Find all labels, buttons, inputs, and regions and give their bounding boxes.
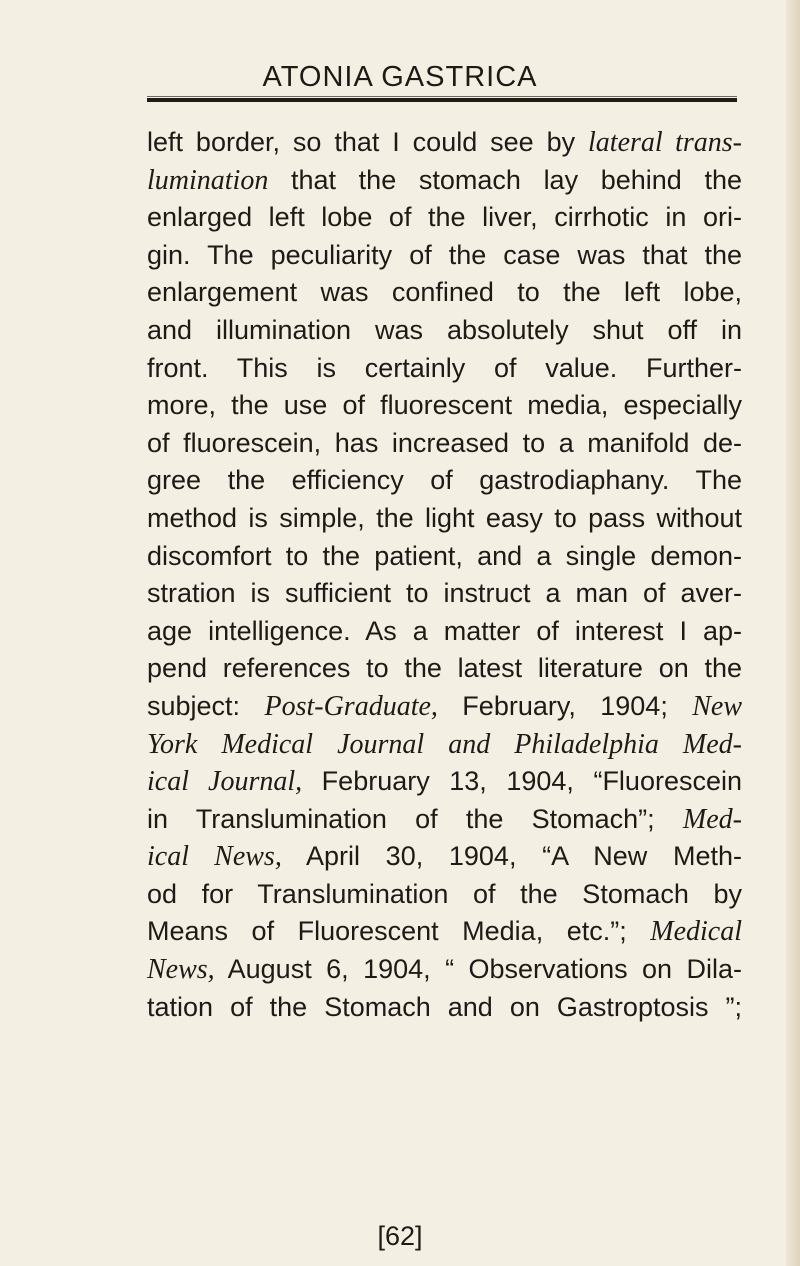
text-segment: February, 1904; bbox=[437, 690, 693, 721]
text-line bbox=[147, 913, 742, 951]
text-segment: front. This is certainly of value. Further- bbox=[147, 352, 742, 383]
text-segment: pend references to the latest literature on the bbox=[147, 653, 742, 684]
italic-text: ical News, bbox=[147, 841, 282, 873]
text-segment: subject: bbox=[147, 690, 265, 721]
text-line bbox=[147, 462, 742, 500]
text-line bbox=[147, 951, 742, 989]
text-segment: age intelligence. As a matter of interest I ap- bbox=[147, 615, 742, 646]
italic-text: New bbox=[692, 690, 743, 722]
text-segment: tation of the Stomach and on Gastroptosis ”; bbox=[147, 991, 742, 1022]
text-line bbox=[147, 500, 742, 538]
text-segment: that the stomach lay behind the bbox=[268, 164, 742, 195]
text-line bbox=[147, 801, 742, 839]
text-segment: stration is sufficient to instruct a man of aver- bbox=[147, 578, 742, 609]
italic-text: ical Journal, bbox=[147, 766, 303, 798]
italic-text: Post-Graduate, bbox=[264, 690, 438, 722]
text-segment: enlarged left lobe of the liver, cirrhotic in ori- bbox=[147, 202, 742, 233]
page-edge-shadow bbox=[786, 0, 800, 1266]
text-line bbox=[147, 274, 742, 312]
text-line bbox=[147, 237, 742, 275]
text-segment: February 13, 1904, “Fluorescein bbox=[302, 766, 743, 797]
text-segment: discomfort to the patient, and a single demon- bbox=[147, 540, 742, 571]
italic-text: Medical bbox=[650, 916, 742, 948]
text-line bbox=[147, 688, 742, 726]
running-head: ATONIA GASTRICA bbox=[262, 61, 538, 93]
body-paragraph bbox=[147, 124, 742, 1026]
text-line bbox=[147, 726, 742, 764]
text-segment: April 30, 1904, “A New Meth- bbox=[281, 841, 742, 872]
text-line bbox=[147, 124, 742, 162]
text-line bbox=[147, 425, 742, 463]
header-rule bbox=[147, 98, 737, 102]
text-line bbox=[147, 989, 742, 1027]
text-segment: enlargement was confined to the left lobe, bbox=[147, 277, 742, 308]
italic-text: York Medical Journal and Philadelphia Med- bbox=[147, 728, 742, 760]
text-segment: Means of Fluorescent Media, etc.”; bbox=[147, 916, 651, 947]
text-segment: left border, so that I could see by bbox=[147, 127, 589, 157]
text-line bbox=[147, 838, 742, 876]
text-segment: od for Translumination of the Stomach by bbox=[147, 878, 742, 909]
text-segment: in Translumination of the Stomach”; bbox=[147, 803, 683, 834]
text-line bbox=[147, 575, 742, 613]
text-line bbox=[147, 763, 742, 801]
text-line bbox=[147, 876, 742, 914]
header-rule-thin bbox=[147, 96, 737, 97]
text-line bbox=[147, 350, 742, 388]
text-line bbox=[147, 538, 742, 576]
italic-text: Med- bbox=[682, 803, 742, 835]
page-number: [62] bbox=[377, 1221, 423, 1251]
text-segment: August 6, 1904, “ Observations on Dila- bbox=[214, 954, 742, 985]
text-line bbox=[147, 312, 742, 350]
text-line bbox=[147, 613, 742, 651]
text-segment: and illumination was absolutely shut off in bbox=[147, 314, 742, 345]
text-segment: of fluorescein, has increased to a manifold de- bbox=[147, 427, 742, 458]
text-line bbox=[147, 387, 742, 425]
italic-text: lumination bbox=[147, 164, 269, 196]
text-line bbox=[147, 162, 742, 200]
text-segment: gin. The peculiarity of the case was that the bbox=[147, 239, 742, 270]
italic-text: lateral trans- bbox=[588, 127, 742, 158]
text-line bbox=[147, 199, 742, 237]
text-segment: gree the efficiency of gastrodiaphany. The bbox=[147, 465, 742, 496]
italic-text: News, bbox=[147, 954, 215, 986]
text-segment: more, the use of fluorescent media, especially bbox=[147, 390, 742, 421]
text-line bbox=[147, 650, 742, 688]
text-segment: method is simple, the light easy to pass without bbox=[147, 502, 742, 533]
